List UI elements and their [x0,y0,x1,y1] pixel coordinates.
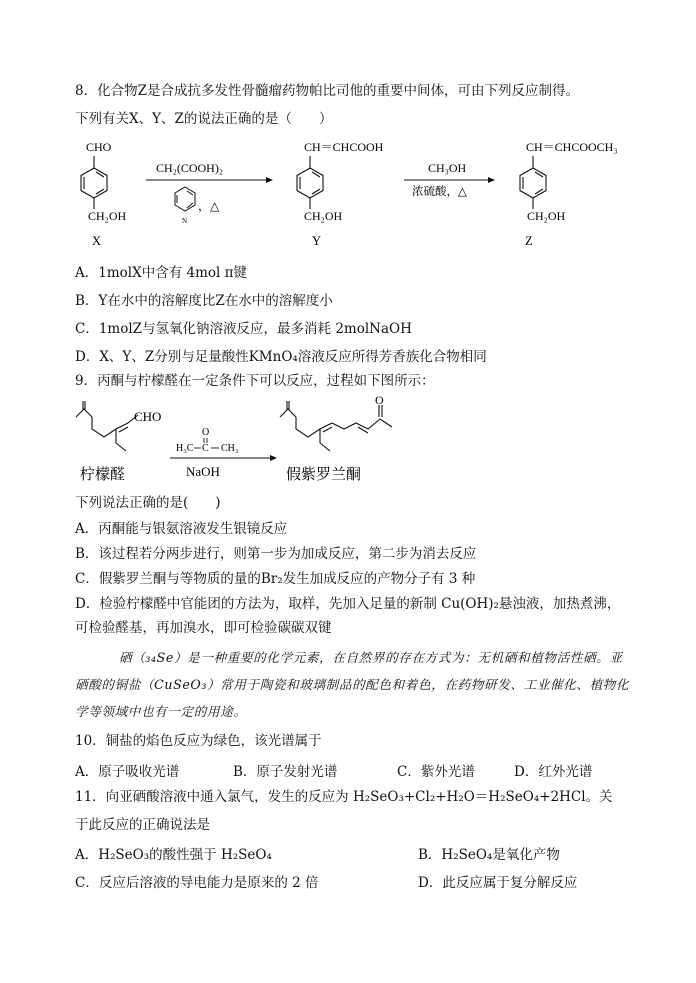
molecule-x [81,156,107,209]
q9-stem: 9．丙酮与柠檬醛在一定条件下可以反应，过程如下图所示： [75,373,435,389]
q9-option-d-cont: 可检验醛基，再加溴水，即可检验碳碳双键 [75,620,332,636]
q11-options-row1 [75,843,635,863]
q11-option-d: D．此反应属于复分解反应 [418,875,578,891]
q8-option-a: A．1molX中含有 4mol π键 [75,265,247,281]
q11-options-row2 [75,871,635,891]
pseudoionone-o: O [375,395,384,407]
q11-option-c: C．反应后溶液的导电能力是原来的 2 倍 [75,875,319,891]
acetone-o: O [202,427,210,438]
q10-option-b: B．原子发射光谱 [233,764,338,780]
q11-stem-line1: 11．向亚硒酸溶液中通入氯气，发生的反应为 H₂SeO₃+Cl₂+H₂O＝H₂SeO₄+2HCl。关 [75,789,613,805]
y-top-group: CH＝CHCOOH [304,140,384,154]
q8-option-c: C．1molZ与氢氧化钠溶液反应，最多消耗 2molNaOH [75,321,412,337]
q10-options [75,760,635,780]
y-label: Y [312,234,322,248]
x-top-group: CHO [86,140,112,154]
q10-option-c: C．紫外光谱 [397,764,475,780]
acetone-ch3: CH₃ [221,443,239,454]
molecule-y [297,156,323,209]
z-label: Z [525,234,533,248]
q8-stem-line1: 8．化合物Z是合成抗多发性骨髓瘤药物帕比司他的重要中间体，可由下列反应制得。 [75,83,579,99]
q11-option-a: A．H₂SeO₃的酸性强于 H₂SeO₄ [75,847,272,863]
arrow1-condition: ，△ [198,199,220,213]
q10-option-d: D．红外光谱 [514,764,593,780]
pyridine-icon [175,187,195,211]
acetone-c: C [202,443,209,454]
z-bottom-group: CH₂OH [527,209,566,223]
q8-reaction-scheme [70,132,640,254]
molecule-z [520,156,546,209]
q9-reaction-scheme [70,395,410,487]
acetone-h3c: H₃C [176,443,194,454]
q10-option-a: A．原子吸收光谱 [75,764,180,780]
q8-option-b: B．Y在水中的溶解度比Z在水中的溶解度小 [75,293,333,309]
q10-stem: 10．铜盐的焰色反应为绿色，该光谱属于 [75,733,322,749]
x-bottom-group: CH₂OH [88,209,127,223]
citral-structure [76,401,138,451]
arrow2-reagent: CH₃OH [428,161,467,175]
q8-stem-line2: 下列有关X、Y、Z的说法正确的是（ ） [75,111,333,127]
q9-option-b: B．该过程若分两步进行，则第一步为加成反应，第二步为消去反应 [75,546,477,562]
q9-option-c: C．假紫罗兰酮与等物质的量的Br₂发生加成反应的产物分子有 3 种 [75,571,476,587]
naoh-label: NaOH [186,464,220,479]
svg-text:N: N [182,217,188,225]
citral-cho: CHO [134,409,162,424]
q9-option-d: D．检验柠檬醛中官能团的方法为，取样，先加入足量的新制 Cu(OH)₂悬浊液，加热煮沸， [75,596,621,612]
pseudoionone-name: 假紫罗兰酮 [286,465,362,483]
pseudoionone-structure [280,401,392,451]
q8-option-d: D．X、Y、Z分别与足量酸性KMnO₄溶液反应所得芳香族化合物相同 [75,349,487,365]
x-label: X [92,234,102,248]
z-top-group: CH＝CHCOOCH₃ [526,140,618,154]
arrow1-reagent: CH₂(COOH)₂ [156,161,224,175]
arrow2-condition: 浓硫酸，△ [412,186,467,198]
y-bottom-group: CH₂OH [304,209,343,223]
q9-option-a: A．丙酮能与银氨溶液发生银镜反应 [75,521,288,537]
citral-name: 柠檬醛 [80,465,126,483]
q11-stem-line2: 于此反应的正确说法是 [75,817,210,833]
selenium-intro-passage: 硒（₃₄Se）是一种重要的化学元素，在自然界的存在方式为：无机硒和植物活性硒。亚硒酸的铜盐（CuSeO₃）常用于陶瓷和玻璃制品的配色和着色，在药物研发、工业催化、植物化学等领域中也有一定的用途。 [75,650,630,719]
q11-option-b: B．H₂SeO₄是氧化产物 [418,847,560,863]
q9-question: 下列说法正确的是( ) [75,495,221,511]
